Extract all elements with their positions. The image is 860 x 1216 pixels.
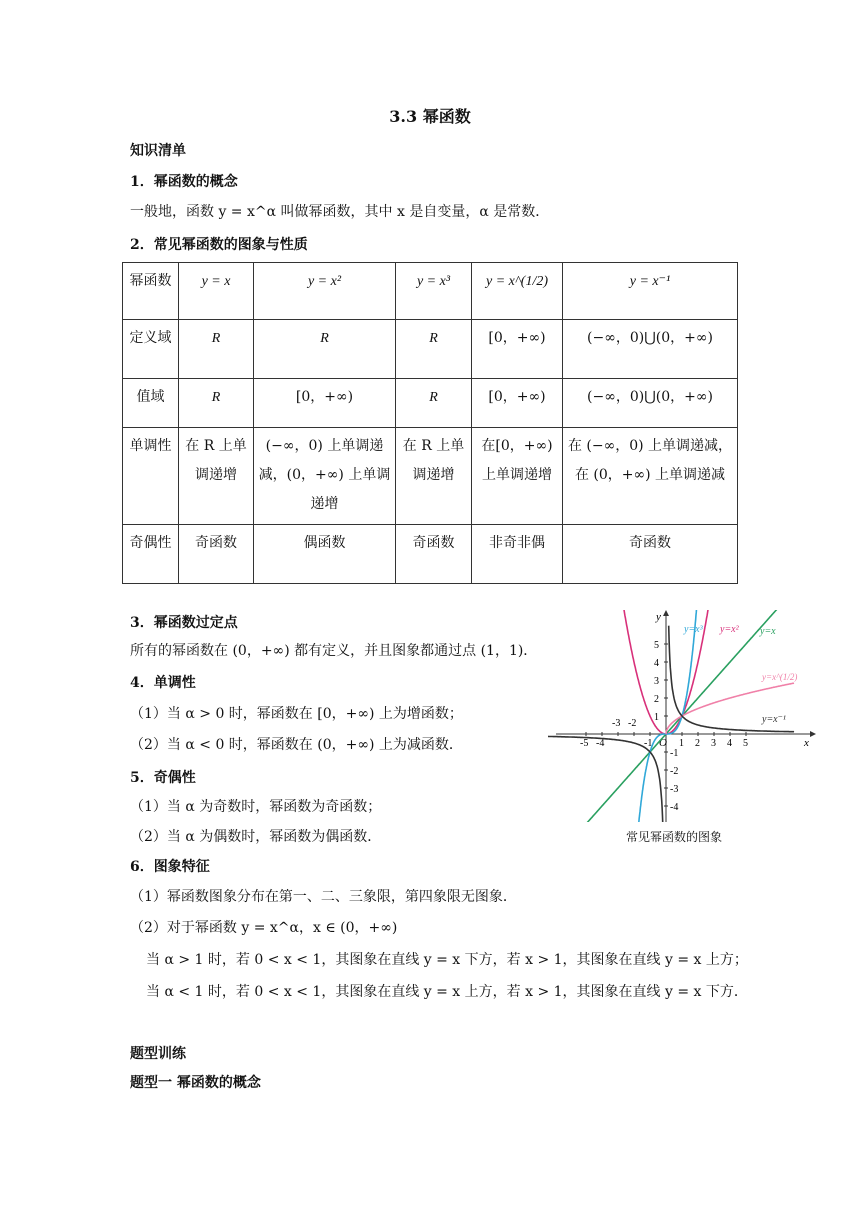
table-cell: [0，+∞) [254, 379, 396, 428]
y-tick-label: 1 [654, 712, 659, 723]
y-tick-label: 3 [654, 676, 659, 687]
table-cell: R [179, 320, 254, 379]
table-cell: R [396, 379, 472, 428]
curve-label-x2: y=x² [720, 624, 739, 635]
x-tick-label: 1 [679, 738, 684, 749]
table-header-cell: 幂函数 [123, 263, 179, 320]
table-cell: 值域 [123, 379, 179, 428]
section-knowledge: 知识清单 [130, 143, 186, 159]
y-tick-label: 2 [654, 694, 659, 705]
curve-label-x: y=x [760, 626, 776, 637]
y-axis-arrow-icon [663, 610, 669, 616]
x-tick-label: -4 [596, 738, 605, 749]
x-tick-label: -1 [644, 738, 653, 749]
table-cell: 奇函数 [563, 525, 738, 584]
curve-y-inv-neg [548, 736, 663, 830]
y-tick-label: 5 [654, 640, 659, 651]
table-cell: [0，+∞) [472, 379, 563, 428]
s2-heading: 2．常见幂函数的图象与性质 [130, 237, 308, 253]
s5-item: （2）当 α 为偶数时，幂函数为偶函数． [130, 829, 382, 845]
table-cell: 单调性 [123, 428, 179, 525]
s6-item: 当 α < 1 时，若 0 < x < 1，其图象在直线 y = x 上方，若 x > 1，其图象在直线 y = x 下方． [146, 984, 748, 1000]
x-axis-label: x [804, 737, 809, 749]
y-tick-label: -4 [670, 802, 679, 813]
curves [548, 610, 794, 830]
y-tick-label: -3 [670, 784, 679, 795]
s3-heading: 3．幂函数过定点 [130, 615, 238, 631]
x-tick-label: 2 [695, 738, 700, 749]
table-cell: 非奇非偶 [472, 525, 563, 584]
x-tick-label: -5 [580, 738, 589, 749]
x-tick-label: -2 [628, 718, 637, 729]
table-cell: (−∞，0)⋃(0，+∞) [563, 320, 738, 379]
table-cell: 在 R 上单调递增 [396, 428, 472, 525]
curve-label-sqrt: y=x^(1/2) [762, 672, 798, 682]
table-cell: 在 R 上单调递增 [179, 428, 254, 525]
x-axis-arrow-icon [810, 731, 816, 737]
x-tick-label: 3 [711, 738, 716, 749]
table-header-cell: y = x³ [396, 263, 472, 320]
table-cell: 奇函数 [179, 525, 254, 584]
table-header-cell: y = x² [254, 263, 396, 320]
table-cell: 奇偶性 [123, 525, 179, 584]
x-tick-label: -3 [612, 718, 621, 729]
x-tick-label: 5 [743, 738, 748, 749]
table-cell: R [179, 379, 254, 428]
s5-item: （1）当 α 为奇数时，幂函数为奇函数； [130, 799, 382, 815]
table-cell: 在[0，+∞) 上单调递增 [472, 428, 563, 525]
practice-type1: 题型一 幂函数的概念 [130, 1075, 261, 1091]
s6-heading: 6．图象特征 [130, 859, 210, 875]
curve-label-inv: y=x⁻¹ [762, 714, 786, 725]
s4-heading: 4．单调性 [130, 675, 196, 691]
figure-caption: 常见幂函数的图象 [626, 830, 723, 844]
s4-item: （1）当 α > 0 时，幂函数在 [0，+∞) 上为增函数； [130, 706, 463, 722]
table-header-cell: y = x [179, 263, 254, 320]
power-function-table [122, 262, 738, 584]
s1-heading: 1．幂函数的概念 [130, 174, 238, 190]
s6-item: 当 α > 1 时，若 0 < x < 1，其图象在直线 y = x 下方，若 x > 1，其图象在直线 y = x 上方； [146, 952, 748, 968]
y-tick-label: -2 [670, 766, 679, 777]
origin-label: O [659, 737, 667, 749]
s6-item: （1）幂函数图象分布在第一、二、三象限，第四象限无图象． [130, 889, 517, 905]
curve-label-x3: y=x³ [684, 624, 703, 635]
table-header-cell: y = x⁻¹ [563, 263, 738, 320]
power-function-figure [548, 610, 818, 830]
s5-heading: 5．奇偶性 [130, 770, 196, 786]
table-cell: 在 (−∞，0) 上单调递减，在 (0，+∞) 上单调递减 [563, 428, 738, 525]
s1-text: 一般地，函数 y = x^α 叫做幂函数，其中 x 是自变量，α 是常数． [130, 204, 550, 220]
page-title: 3.3 幂函数 [389, 107, 471, 126]
table-cell: 偶函数 [254, 525, 396, 584]
y-tick-label: 4 [654, 658, 659, 669]
x-tick-label: 4 [727, 738, 732, 749]
table-cell: (−∞，0) 上单调递减，(0，+∞) 上单调递增 [254, 428, 396, 525]
section-practice: 题型训练 [130, 1046, 186, 1062]
y-tick-label: -1 [670, 748, 679, 759]
s3-text: 所有的幂函数在 (0，+∞) 都有定义，并且图象都通过点 (1，1)． [130, 643, 538, 659]
table-cell: [0，+∞) [472, 320, 563, 379]
s6-item: （2）对于幂函数 y = x^α，x ∈ (0，+∞) [130, 920, 398, 936]
table-cell: 奇函数 [396, 525, 472, 584]
s4-item: （2）当 α < 0 时，幂函数在 (0，+∞) 上为减函数． [130, 737, 463, 753]
table-cell: (−∞，0)⋃(0，+∞) [563, 379, 738, 428]
table-cell: R [396, 320, 472, 379]
table-cell: 定义域 [123, 320, 179, 379]
table-header-cell: y = x^(1/2) [472, 263, 563, 320]
table-cell: R [254, 320, 396, 379]
axis-ticks [580, 640, 748, 813]
y-axis-label: y [656, 611, 661, 623]
